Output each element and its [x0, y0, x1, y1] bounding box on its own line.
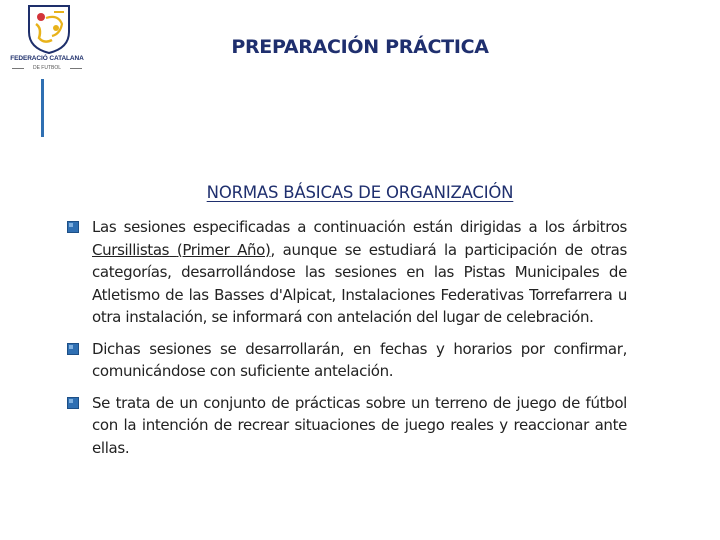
checkbox-bullet-icon	[67, 221, 79, 233]
checkbox-bullet-icon	[67, 397, 79, 409]
bullet-text: Se trata de un conjunto de prácticas sobre un terreno de juego de fútbol con la intención de recrear situaciones de juego reales y reaccionar ante ellas.	[92, 393, 627, 457]
checkbox-bullet-icon	[67, 343, 79, 355]
federation-name: FEDERACIÓ CATALANA	[10, 55, 84, 62]
accent-bar	[41, 79, 44, 137]
underlined-space	[169, 241, 177, 259]
bullet-text: Dichas sesiones se desarrollarán, en fechas y horarios por confirmar, comunicándose con suficiente antelación.	[92, 339, 627, 380]
bullet-list	[67, 216, 627, 468]
bullet-underlined-text: Año)	[237, 240, 271, 259]
bullet-item	[67, 338, 627, 383]
bullet-underlined-text: (Primer	[176, 240, 230, 259]
bullet-underlined-text: Cursillistas	[92, 240, 170, 259]
bullet-text: Las sesiones especificadas a continuación están dirigidas a los árbitros	[92, 218, 627, 236]
page-title: PREPARACIÓN PRÁCTICA	[231, 36, 489, 58]
logo-divider-right	[70, 68, 82, 69]
underlined-space	[229, 241, 237, 259]
bullet-item	[67, 216, 627, 329]
bullet-text: , aunque se estudiará la participación de otras categorías, desarrollándose las sesiones en las Pistas Municipales de Atletismo de las Basses d'Alpicat, Instalaciones Federativas Torrefarrera u otra instalación, se informará con antelación del lugar de celebración.	[92, 240, 627, 326]
bullet-item	[67, 392, 627, 460]
section-subtitle: NORMAS BÁSICAS DE ORGANIZACIÓN	[206, 183, 514, 202]
federation-subname: DE FUTBOL	[32, 65, 62, 71]
